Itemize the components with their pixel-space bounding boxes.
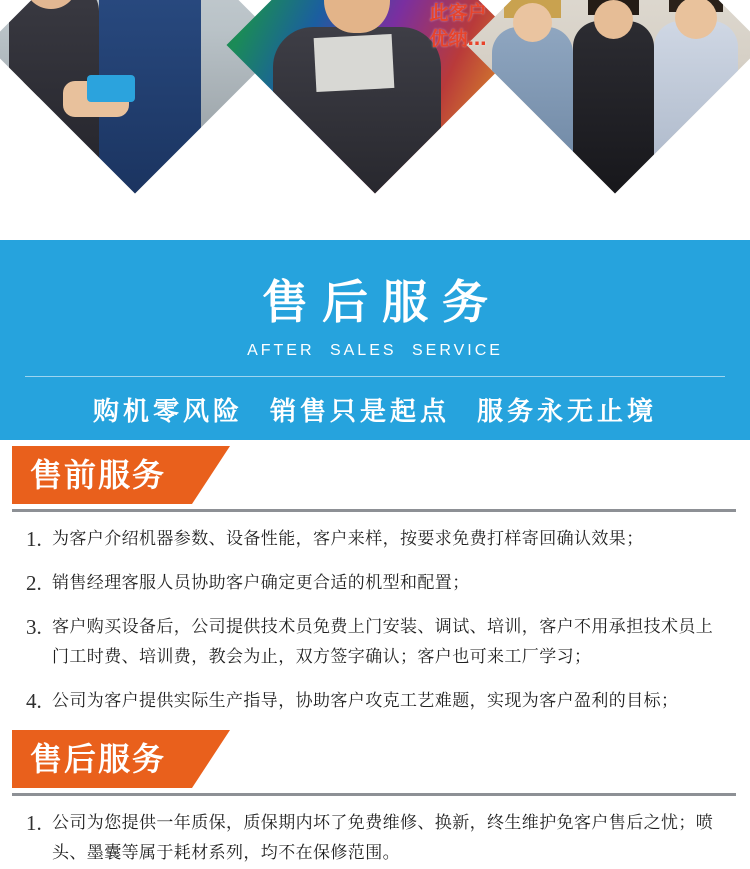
after-sales-heading-label: 售后服务 — [12, 730, 192, 788]
banner-slogan: 购机零风险 销售只是起点 服务永无止境 — [92, 397, 658, 427]
list-item — [26, 568, 728, 598]
pre-sales-heading-underline — [12, 509, 736, 512]
list-item-number: 1. — [26, 811, 42, 835]
photo3-person-right — [654, 21, 738, 193]
pre-sales-heading-label: 售前服务 — [12, 446, 192, 504]
list-item-text: 销售经理客服人员协助客户确定更合适的机型和配置； — [52, 573, 470, 593]
list-item-number: 2. — [26, 571, 42, 595]
photo1-device — [87, 75, 135, 102]
list-item-number: 4. — [26, 689, 42, 713]
list-item-text: 公司为客户提供实际生产指导，协助客户攻克工艺难题，实现为客户盈利的目标； — [52, 691, 679, 711]
after-sales-heading — [0, 730, 750, 792]
list-item — [26, 612, 728, 672]
list-item-text: 客户购买设备后，公司提供技术员免费上门安装、调试、培训，客户不用承担技术员上门工时费、培训费，教会为止，双方签字确认；客户也可来工厂学习； — [52, 617, 714, 667]
photo3-head-center — [594, 0, 633, 39]
list-item-number: 3. — [26, 615, 42, 639]
photo3-person-center — [573, 21, 654, 193]
photo-strip — [0, 0, 750, 240]
list-item — [26, 686, 728, 716]
list-item — [26, 808, 728, 868]
pre-sales-heading — [0, 446, 750, 508]
after-sales-banner — [0, 240, 750, 440]
photo3-person-left — [492, 27, 573, 193]
list-item-text: 为客户介绍机器参数、设备性能，客户来样，按要求免费打样寄回确认效果； — [52, 529, 644, 549]
list-item-number: 1. — [26, 527, 42, 551]
after-sales-list — [0, 792, 750, 868]
after-sales-heading-underline — [12, 793, 736, 796]
list-item — [26, 524, 728, 554]
list-item-text: 公司为您提供一年质保，质保期内坏了免费维修、换新，终生维护免客户售后之忧；喷头、墨囊等属于耗材系列，均不在保修范围。 — [52, 813, 714, 863]
photo2-shirt — [314, 34, 395, 92]
banner-title: 售后服务 — [262, 275, 502, 329]
banner-subtitle: AFTER SALES SERVICE — [247, 342, 503, 359]
pre-sales-list — [0, 508, 750, 716]
photo3-head-left — [513, 3, 552, 42]
banner-divider — [25, 376, 725, 377]
group-of-customers-photo — [467, 0, 750, 193]
photo-overlay-text: 此客户优纳… — [429, 2, 487, 50]
